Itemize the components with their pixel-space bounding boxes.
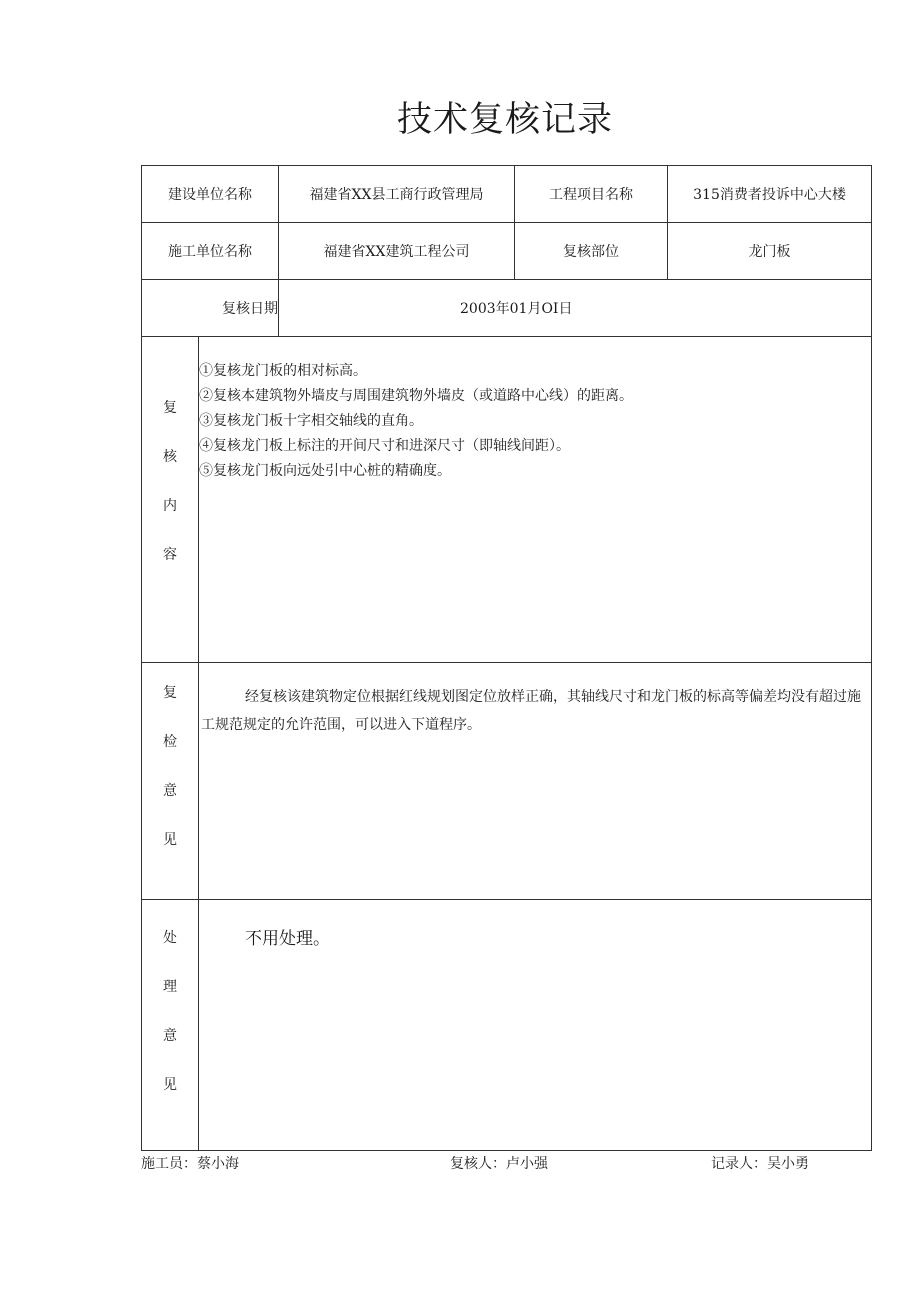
- builder-unit-label: 施工单位名称: [142, 223, 279, 280]
- review-opinion-label: [142, 663, 199, 900]
- document-title: 技术复核记录: [396, 100, 613, 140]
- label-char: 见: [163, 1077, 177, 1093]
- label-char: 复: [163, 685, 177, 701]
- review-content-body: [199, 337, 872, 663]
- review-part-value: 龙门板: [668, 223, 872, 280]
- row-review-content: [142, 337, 872, 663]
- review-content-label: [142, 337, 199, 663]
- handling-opinion-label: [142, 900, 199, 1151]
- label-char: 意: [163, 783, 177, 799]
- label-char: 理: [163, 979, 177, 995]
- row-handling-opinion: [142, 900, 872, 1151]
- construction-unit-label: 建设单位名称: [142, 166, 279, 223]
- project-name-label: 工程项目名称: [515, 166, 668, 223]
- label-char: 内: [163, 498, 177, 514]
- review-record-table: [141, 165, 872, 1151]
- row-construction-unit: [142, 166, 872, 223]
- builder-unit-value: 福建省XX建筑工程公司: [279, 223, 515, 280]
- review-item: ④复核龙门板上标注的开间尺寸和进深尺寸（即轴线间距）。: [199, 438, 570, 454]
- review-item: ⑤复核龙门板向远处引中心桩的精确度。: [199, 463, 451, 479]
- label-char: 见: [163, 832, 177, 848]
- construction-unit-value: 福建省XX县工商行政管理局: [279, 166, 515, 223]
- label-char: 处: [163, 930, 177, 946]
- label-char: 检: [163, 734, 177, 750]
- row-review-date: [142, 280, 872, 337]
- review-date-label: 复核日期: [142, 280, 279, 337]
- handling-opinion-body: [199, 900, 872, 1151]
- label-char: 复: [163, 400, 177, 416]
- review-part-label: 复核部位: [515, 223, 668, 280]
- row-builder-unit: [142, 223, 872, 280]
- review-item: ③复核龙门板十字相交轴线的直角。: [199, 413, 423, 429]
- label-char: 核: [163, 449, 177, 465]
- reviewer-signature: 复核人：卢小强: [450, 1156, 548, 1172]
- review-item: ②复核本建筑物外墙皮与周围建筑物外墙皮（或道路中心线）的距离。: [199, 388, 633, 404]
- project-name-value: 315消费者投诉中心大楼: [668, 166, 872, 223]
- label-char: 容: [163, 547, 177, 563]
- handling-opinion-text: 不用处理。: [245, 929, 330, 949]
- review-opinion-text: 经复核该建筑物定位根据红线规划图定位放样正确，其轴线尺寸和龙门板的标高等偏差均没有超过施工规范规定的允许范围，可以进入下道程序。: [201, 689, 861, 733]
- recorder-signature: 记录人：吴小勇: [711, 1156, 809, 1172]
- review-date-value: [279, 280, 872, 337]
- label-char: 意: [163, 1028, 177, 1044]
- constructor-signature: 施工员：蔡小海: [141, 1156, 239, 1172]
- review-date-text: 2003年01月OI日: [460, 301, 573, 317]
- row-review-opinion: [142, 663, 872, 900]
- review-item: ①复核龙门板的相对标高。: [199, 363, 367, 379]
- review-opinion-body: [199, 663, 872, 900]
